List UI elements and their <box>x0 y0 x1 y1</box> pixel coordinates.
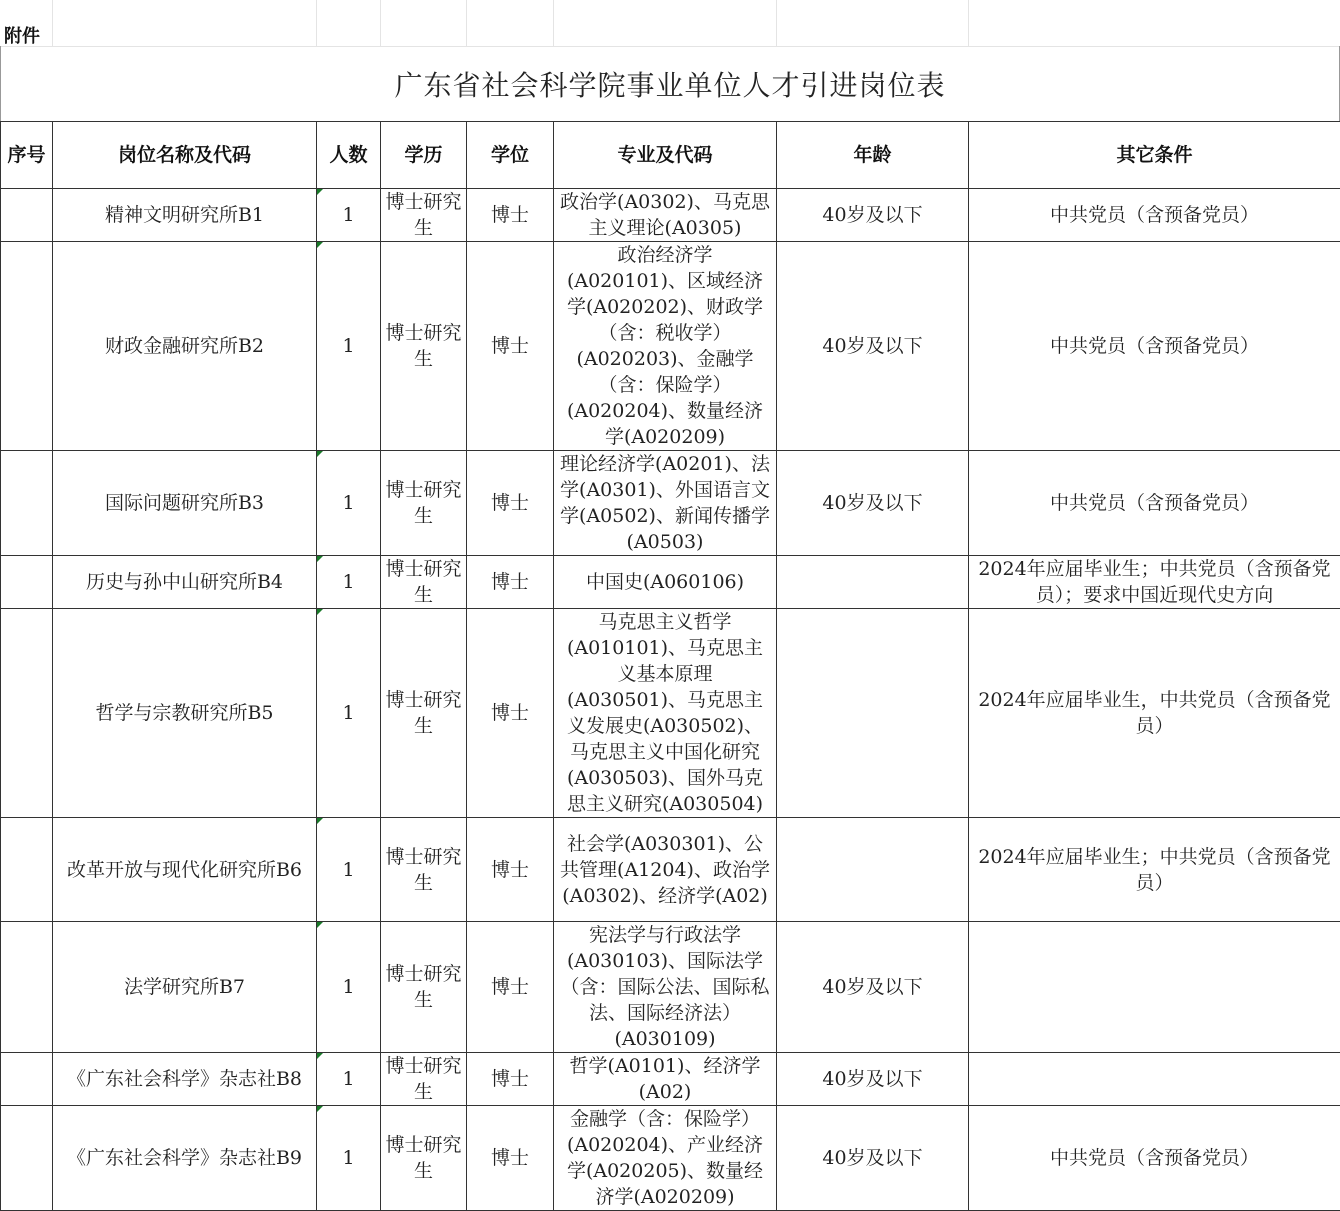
cell-comment-marker <box>317 609 323 615</box>
cell-position[interactable]: 《广东社会科学》杂志社B9 <box>53 1106 317 1211</box>
cell-degree[interactable]: 博士 <box>467 609 554 818</box>
cell-position[interactable]: 《广东社会科学》杂志社B8 <box>53 1053 317 1106</box>
cell-degree[interactable]: 博士 <box>467 818 554 922</box>
cell-other[interactable]: 中共党员（含预备党员） <box>969 242 1340 451</box>
cell-count[interactable] <box>317 818 381 922</box>
cell-index[interactable] <box>1 242 53 451</box>
cell-count-value: 1 <box>342 1068 354 1090</box>
cell-major[interactable]: 政治经济学(A020101)、区域经济学(A020202)、财政学（含：税收学）(A020203)、金融学（含：保险学）(A020204)、数量经济学(A020209) <box>554 242 777 451</box>
cell-other[interactable]: 2024年应届毕业生；中共党员（含预备党员） <box>969 818 1340 922</box>
cell-count[interactable] <box>317 451 381 556</box>
cell-major[interactable]: 理论经济学(A0201)、法学(A0301)、外国语言文学(A0502)、新闻传播学(A0503) <box>554 451 777 556</box>
cell-other[interactable]: 2024年应届毕业生；中共党员（含预备党员）；要求中国近现代史方向 <box>969 556 1340 609</box>
cell-index[interactable] <box>1 189 53 242</box>
cell-age[interactable]: 40岁及以下 <box>777 242 969 451</box>
cell-other[interactable]: 中共党员（含预备党员） <box>969 451 1340 556</box>
cell-comment-marker <box>317 922 323 928</box>
cell-age[interactable]: 40岁及以下 <box>777 1053 969 1106</box>
cell-other[interactable]: 2024年应届毕业生，中共党员（含预备党员） <box>969 609 1340 818</box>
cell-comment-marker <box>317 1106 323 1112</box>
cell-count-value: 1 <box>342 204 354 226</box>
table-row <box>1 1053 1340 1106</box>
table-row <box>1 556 1340 609</box>
cell-comment-marker <box>317 242 323 248</box>
cell-count-value: 1 <box>342 976 354 998</box>
table-header-row <box>1 122 1340 189</box>
header-count[interactable]: 人数 <box>317 122 381 189</box>
cell-degree[interactable]: 博士 <box>467 189 554 242</box>
table-row <box>1 242 1340 451</box>
cell-index[interactable] <box>1 609 53 818</box>
header-position[interactable]: 岗位名称及代码 <box>53 122 317 189</box>
cell-major[interactable]: 中国史(A060106) <box>554 556 777 609</box>
cell-comment-marker <box>317 189 323 195</box>
cell-count[interactable] <box>317 609 381 818</box>
cell-age[interactable]: 40岁及以下 <box>777 189 969 242</box>
cell-major[interactable]: 社会学(A030301)、公共管理(A1204)、政治学(A0302)、经济学(A02) <box>554 818 777 922</box>
cell-index[interactable] <box>1 1053 53 1106</box>
cell-education[interactable]: 博士研究生 <box>381 818 467 922</box>
cell-index[interactable] <box>1 1106 53 1211</box>
cell-count-value: 1 <box>342 1147 354 1169</box>
table-row <box>1 189 1340 242</box>
cell-comment-marker <box>317 556 323 562</box>
cell-count[interactable] <box>317 556 381 609</box>
cell-major[interactable]: 金融学（含：保险学）(A020204)、产业经济学(A020205)、数量经济学(A020209) <box>554 1106 777 1211</box>
table-row <box>1 1106 1340 1211</box>
cell-age[interactable] <box>777 556 969 609</box>
cell-count[interactable] <box>317 189 381 242</box>
cell-degree[interactable]: 博士 <box>467 1053 554 1106</box>
table-row <box>1 451 1340 556</box>
cell-major[interactable]: 宪法学与行政法学(A030103)、国际法学（含：国际公法、国际私法、国际经济法）(A030109) <box>554 922 777 1053</box>
cell-education[interactable]: 博士研究生 <box>381 451 467 556</box>
page-title: 广东省社会科学院事业单位人才引进岗位表 <box>0 64 1340 104</box>
cell-age[interactable] <box>777 818 969 922</box>
cell-education[interactable]: 博士研究生 <box>381 922 467 1053</box>
header-major[interactable]: 专业及代码 <box>554 122 777 189</box>
cell-education[interactable]: 博士研究生 <box>381 1106 467 1211</box>
cell-education[interactable]: 博士研究生 <box>381 242 467 451</box>
cell-position[interactable]: 历史与孙中山研究所B4 <box>53 556 317 609</box>
cell-count-value: 1 <box>342 571 354 593</box>
cell-degree[interactable]: 博士 <box>467 1106 554 1211</box>
cell-major[interactable]: 哲学(A0101)、经济学(A02) <box>554 1053 777 1106</box>
cell-major[interactable]: 马克思主义哲学(A010101)、马克思主义基本原理(A030501)、马克思主义发展史(A030502)、马克思主义中国化研究(A030503)、国外马克思主义研究(A030504) <box>554 609 777 818</box>
cell-age[interactable] <box>777 609 969 818</box>
cell-count[interactable] <box>317 242 381 451</box>
cell-degree[interactable]: 博士 <box>467 556 554 609</box>
cell-other[interactable] <box>969 922 1340 1053</box>
header-degree[interactable]: 学位 <box>467 122 554 189</box>
cell-education[interactable]: 博士研究生 <box>381 556 467 609</box>
header-label-row <box>0 0 1340 46</box>
cell-index[interactable] <box>1 556 53 609</box>
cell-position[interactable]: 哲学与宗教研究所B5 <box>53 609 317 818</box>
cell-position[interactable]: 财政金融研究所B2 <box>53 242 317 451</box>
attachment-label: 附件 <box>4 22 40 48</box>
cell-degree[interactable]: 博士 <box>467 451 554 556</box>
cell-degree[interactable]: 博士 <box>467 922 554 1053</box>
header-index[interactable]: 序号 <box>1 122 53 189</box>
cell-education[interactable]: 博士研究生 <box>381 1053 467 1106</box>
positions-table <box>0 121 1340 1211</box>
cell-comment-marker <box>317 451 323 457</box>
cell-count-value: 1 <box>342 702 354 724</box>
cell-degree[interactable]: 博士 <box>467 242 554 451</box>
cell-position[interactable]: 精神文明研究所B1 <box>53 189 317 242</box>
cell-comment-marker <box>317 1053 323 1059</box>
cell-count[interactable] <box>317 1053 381 1106</box>
cell-index[interactable] <box>1 451 53 556</box>
cell-index[interactable] <box>1 818 53 922</box>
cell-position[interactable]: 法学研究所B7 <box>53 922 317 1053</box>
cell-index[interactable] <box>1 922 53 1053</box>
cell-count[interactable] <box>317 922 381 1053</box>
table-row <box>1 609 1340 818</box>
table-row <box>1 818 1340 922</box>
cell-other[interactable] <box>969 1053 1340 1106</box>
cell-other[interactable]: 中共党员（含预备党员） <box>969 189 1340 242</box>
cell-age[interactable]: 40岁及以下 <box>777 922 969 1053</box>
cell-count-value: 1 <box>342 492 354 514</box>
header-education[interactable]: 学历 <box>381 122 467 189</box>
cell-age[interactable]: 40岁及以下 <box>777 1106 969 1211</box>
cell-count-value: 1 <box>342 335 354 357</box>
header-age[interactable]: 年龄 <box>777 122 969 189</box>
cell-count[interactable] <box>317 1106 381 1211</box>
cell-education[interactable]: 博士研究生 <box>381 189 467 242</box>
cell-position[interactable]: 国际问题研究所B3 <box>53 451 317 556</box>
table-row <box>1 922 1340 1053</box>
cell-education[interactable]: 博士研究生 <box>381 609 467 818</box>
header-other[interactable]: 其它条件 <box>969 122 1340 189</box>
cell-other[interactable]: 中共党员（含预备党员） <box>969 1106 1340 1211</box>
cell-count-value: 1 <box>342 859 354 881</box>
cell-major[interactable]: 政治学(A0302)、马克思主义理论(A0305) <box>554 189 777 242</box>
cell-age[interactable]: 40岁及以下 <box>777 451 969 556</box>
cell-comment-marker <box>317 818 323 824</box>
cell-position[interactable]: 改革开放与现代化研究所B6 <box>53 818 317 922</box>
